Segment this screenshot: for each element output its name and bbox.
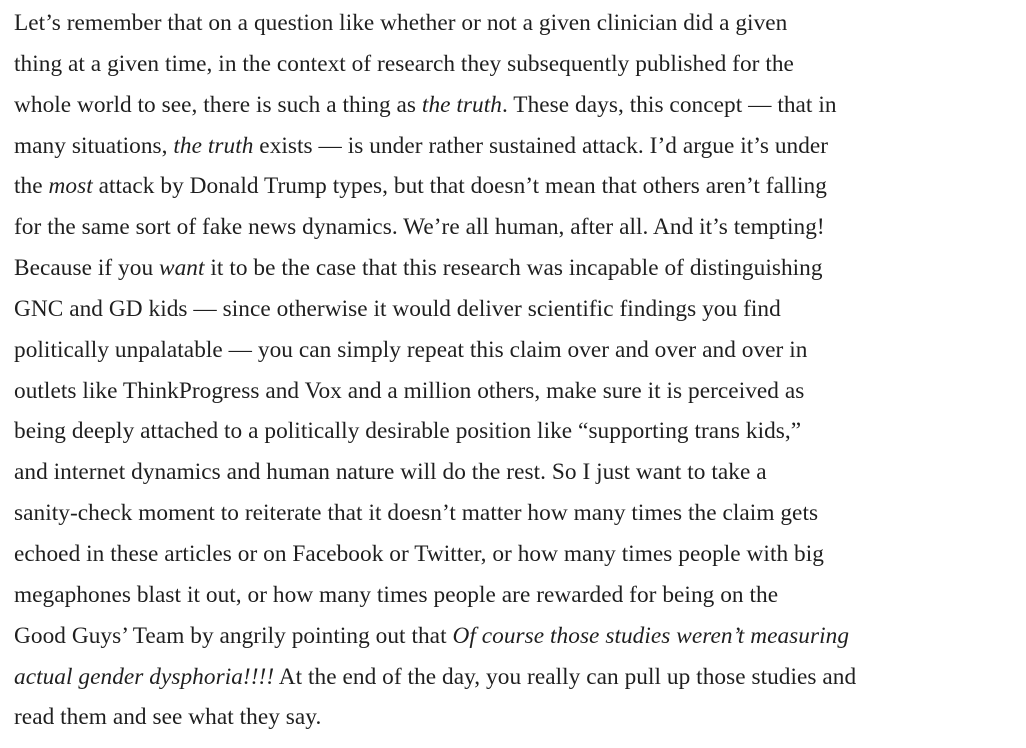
- paragraph-line: [14, 616, 1026, 657]
- body-text: it to be the case that this research was incapable of distinguishing: [204, 255, 823, 282]
- body-text: echoed in these articles or on Facebook or Twitter, or how many times people with big: [14, 540, 824, 567]
- body-text: exists — is under rather sustained attack. I’d argue it’s under: [253, 132, 829, 159]
- paragraph-line: [14, 126, 1026, 167]
- paragraph-line: [14, 44, 1026, 85]
- paragraph-line: [14, 207, 1026, 248]
- body-text: and internet dynamics and human nature will do the rest. So I just want to take a: [14, 459, 767, 486]
- paragraph-line: [14, 697, 1026, 738]
- emphasized-text: Of course those studies weren’t measuring: [452, 622, 850, 649]
- body-text: whole world to see, there is such a thing as: [14, 91, 422, 118]
- body-text: attack by Donald Trump types, but that doesn’t mean that others aren’t falling: [92, 173, 827, 200]
- paragraph-line: [14, 85, 1026, 126]
- body-text: outlets like ThinkProgress and Vox and a million others, make sure it is perceived as: [14, 377, 805, 404]
- body-text: At the end of the day, you really can pull up those studies and: [274, 663, 857, 690]
- emphasized-text: the truth: [421, 91, 502, 118]
- paragraph-line: [14, 3, 1026, 44]
- body-text: read them and see what they say.: [14, 704, 322, 731]
- paragraph-line: [14, 371, 1026, 412]
- paragraph-line: [14, 575, 1026, 616]
- body-text: Let’s remember that on a question like whether or not a given clinician did a given: [14, 10, 788, 36]
- emphasized-text: want: [159, 255, 205, 282]
- body-text: for the same sort of fake news dynamics. We’re all human, after all. And it’s tempting!: [14, 214, 825, 241]
- paragraph-line: [14, 534, 1026, 575]
- body-text: thing at a given time, in the context of research they subsequently published for the: [14, 50, 794, 77]
- paragraph-line: [14, 493, 1026, 534]
- body-text: sanity-check moment to reiterate that it doesn’t matter how many times the claim gets: [14, 500, 819, 527]
- body-text: politically unpalatable — you can simply repeat this claim over and over and over in: [14, 336, 808, 363]
- body-text: Because if you: [14, 255, 160, 282]
- paragraph-line: [14, 248, 1026, 289]
- paragraph-line: [14, 411, 1026, 452]
- paragraph-line: [14, 289, 1026, 330]
- body-text: many situations,: [14, 132, 174, 159]
- paragraph-line: [14, 657, 1026, 698]
- emphasized-text: actual gender dysphoria!!!!: [14, 663, 275, 690]
- body-text: GNC and GD kids — since otherwise it would deliver scientific findings you find: [14, 295, 781, 322]
- body-text: megaphones blast it out, or how many times people are rewarded for being on the: [14, 581, 779, 608]
- paragraph-line: [14, 452, 1026, 493]
- body-text: Good Guys’ Team by angrily pointing out that: [14, 622, 453, 649]
- body-text: the: [14, 173, 49, 200]
- emphasized-text: most: [48, 173, 93, 200]
- body-text: being deeply attached to a politically desirable position like “supporting trans kids,”: [14, 418, 802, 445]
- paragraph-line: [14, 330, 1026, 371]
- paragraph-line: [14, 166, 1026, 207]
- emphasized-text: the truth: [173, 132, 254, 159]
- body-text: . These days, this concept — that in: [501, 91, 837, 118]
